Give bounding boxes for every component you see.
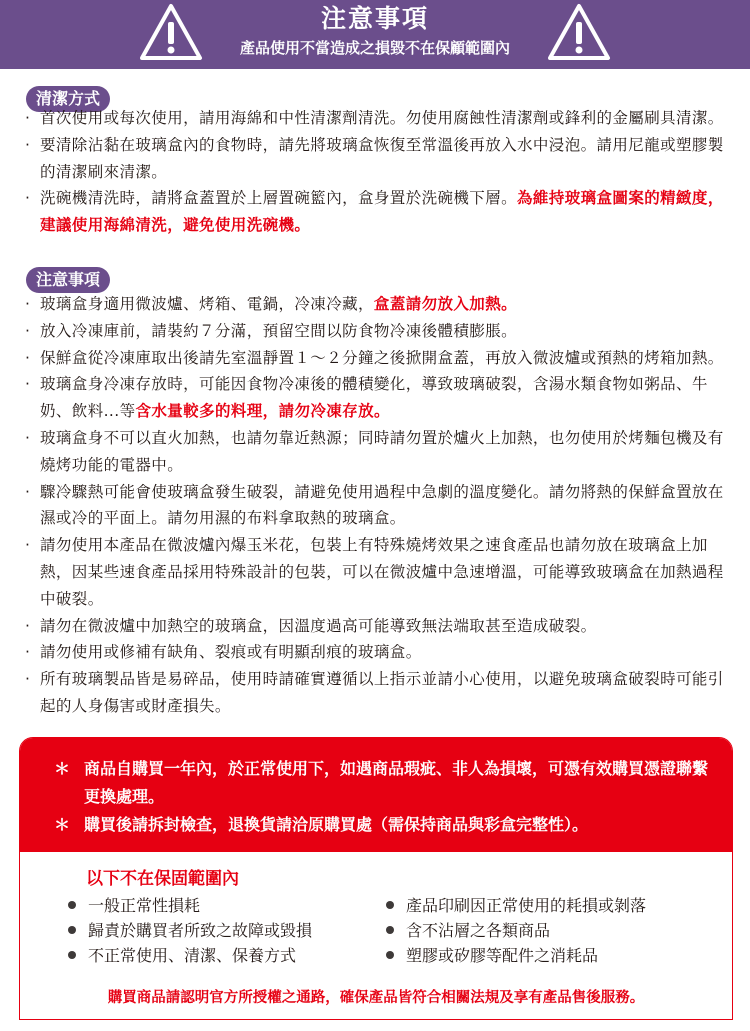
dot-bullet-icon: · <box>25 189 31 208</box>
asterisk-icon: ＊ <box>54 815 71 834</box>
header-banner <box>0 0 750 69</box>
dot-bullet-icon: · <box>25 375 31 394</box>
section-label-notes: 注意事項 <box>26 267 110 293</box>
dot-bullet-icon: · <box>25 135 31 154</box>
dot-bullet-icon: · <box>25 109 31 127</box>
list-item: · 要清除沾黏在玻璃盒內的食物時，請先將玻璃盒恢復至常溫後再放入水中浸泡。請用尼龍或塑膠製的清潔刷來清潔。 <box>0 132 750 186</box>
list-item: · 保鮮盒從冷凍庫取出後請先室溫靜置１～２分鐘之後掀開盒蓋，再放入微波爐或預熱的烤箱加熱。 <box>0 345 750 372</box>
page-title: 注意事項 <box>320 4 429 33</box>
dot-bullet-icon: · <box>25 670 31 689</box>
list-item: 產品印刷因正常使用的耗損或剝落 <box>384 893 646 918</box>
dot-bullet-icon: · <box>25 482 31 501</box>
warranty-header <box>20 738 732 852</box>
exclusion-list-left <box>66 893 312 968</box>
footer-notice: 購買商品請認明官方所授權之通路，確保產品皆符合相關法規及享有產品售後服務。 <box>107 990 645 1006</box>
dot-bullet-icon <box>386 951 394 959</box>
notes-list <box>0 291 750 720</box>
list-item: 不正常使用、清潔、保養方式 <box>66 943 312 968</box>
page-subtitle: 產品使用不當造成之損毀不在保顧範圍內 <box>239 39 510 57</box>
list-item: · 玻璃盒身不可以直火加熱，也請勿靠近熱源；同時請勿置於爐火上加熱，也勿使用於烤麵包機及有燒烤功能的電器中。 <box>0 425 750 479</box>
dot-bullet-icon <box>386 901 394 909</box>
list-item: · 請勿在微波爐中加熱空的玻璃盒，因溫度過高可能導致無法端取甚至造成破裂。 <box>0 613 750 640</box>
list-item: · 放入冷凍庫前，請裝約７分滿，預留空間以防食物冷凍後體積膨脹。 <box>0 318 750 345</box>
warning-triangle-icon <box>546 2 612 64</box>
highlight-text: 為維持玻璃盒圖案的精緻度，建議使用海綿清洗，避免使用洗碗機。 <box>40 189 724 235</box>
dot-bullet-icon: · <box>25 536 31 555</box>
list-item: · 請勿使用本產品在微波爐內爆玉米花，包裝上有特殊燒烤效果之速食產品也請勿放在玻璃盒上加熱，因某些速食產品採用特殊設計的包裝，可以在微波爐中急速增溫，可能導致玻璃盒在加熱過程中破裂。 <box>0 532 750 612</box>
dot-bullet-icon <box>68 926 76 934</box>
list-item: 一般正常性損耗 <box>66 893 312 918</box>
exclusion-title: 以下不在保固範圍內 <box>86 869 239 889</box>
dot-bullet-icon <box>386 926 394 934</box>
list-item: · 驟冷驟熱可能會使玻璃盒發生破裂，請避免使用過程中急劇的溫度變化。請勿將熱的保鮮盒置放在濕或冷的平面上。請勿用濕的布料拿取熱的玻璃盒。 <box>0 479 750 533</box>
dot-bullet-icon: · <box>25 348 31 367</box>
asterisk-icon: ＊ <box>54 759 71 778</box>
dot-bullet-icon: · <box>25 428 31 447</box>
list-item: · 洗碗機清洗時，請將盒蓋置於上層置碗籃內，盒身置於洗碗機下層。為維持玻璃盒圖案的精緻度，建議使用海綿清洗，避免使用洗碗機。 <box>0 185 750 239</box>
exclusion-list-right <box>384 893 646 968</box>
list-item: · 請勿使用或修補有缺角、裂痕或有明顯刮痕的玻璃盒。 <box>0 639 750 666</box>
list-item: · 玻璃盒身冷凍存放時，可能因食物冷凍後的體積變化，導致玻璃破裂，含湯水類食物如粥品、牛奶、飲料...等含水量較多的料理，請勿冷凍存放。 <box>0 371 750 425</box>
cleaning-list <box>0 105 750 239</box>
section-label-cleaning: 清潔方式 <box>26 86 110 112</box>
dot-bullet-icon: · <box>25 616 31 635</box>
list-item: 歸責於購買者所致之故障或毀損 <box>66 918 312 943</box>
dot-bullet-icon: · <box>25 321 31 340</box>
list-item: · 首次使用或每次使用，請用海綿和中性清潔劑清洗。勿使用腐蝕性清潔劑或鋒利的金屬刷具清潔。 <box>0 105 750 132</box>
warranty-note: ＊ 商品自購買一年內，於正常使用下，如遇商品瑕疵、非人為損壞，可憑有效購買憑證聯繫更換處理。 <box>54 755 714 811</box>
highlight-text: 含水量較多的料理，請勿冷凍存放。 <box>135 402 390 421</box>
list-item: 塑膠或矽膠等配件之消耗品 <box>384 943 646 968</box>
dot-bullet-icon <box>68 951 76 959</box>
warranty-note: ＊ 購買後請拆封檢查，退換貨請洽原購買處（需保持商品與彩盒完整性）。 <box>54 811 714 839</box>
dot-bullet-icon: · <box>25 295 31 313</box>
dot-bullet-icon <box>68 901 76 909</box>
list-item: 含不沾層之各類商品 <box>384 918 646 943</box>
highlight-text: 盒蓋請勿放入加熱。 <box>373 295 518 313</box>
list-item: · 所有玻璃製品皆是易碎品，使用時請確實遵循以上指示並請小心使用，以避免玻璃盒破裂時可能引起的人身傷害或財產損失。 <box>0 666 750 720</box>
list-item: · 玻璃盒身適用微波爐、烤箱、電鍋，冷凍冷藏，盒蓋請勿放入加熱。 <box>0 291 750 318</box>
warranty-panel <box>19 737 733 1020</box>
dot-bullet-icon: · <box>25 643 31 662</box>
